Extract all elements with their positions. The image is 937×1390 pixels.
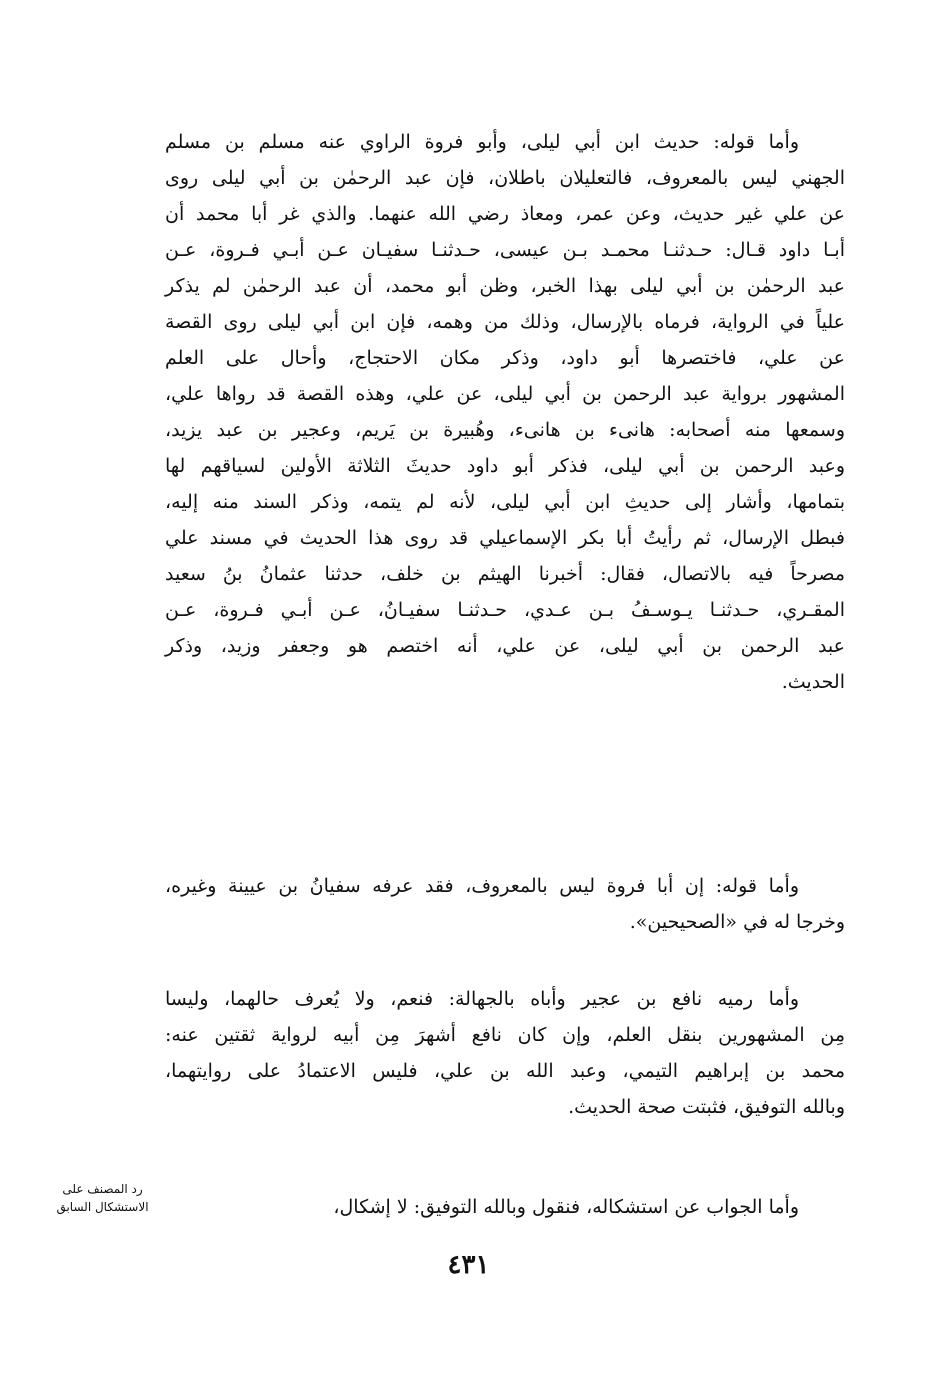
- margin-note-line: الاستشكال السابق: [56, 1200, 149, 1214]
- text-line: مصرحاً فيه بالاتصال، فقال: أخبرنا الهيثم بن خلف، حدثنا عثمانُ بنُ سعيد: [165, 563, 845, 585]
- text-line: عن علي، فاختصرها أبو داود، وذكر مكان الاحتجاج، وأحال على العلم: [165, 347, 845, 369]
- text-line: عن علي غير حديث، وعن عمر، ومعاذ رضي الله عنهما. والذي غر أبا محمد أن: [165, 203, 845, 225]
- text-line: وأما الجواب عن استشكاله، فنقول وبالله التوفيق: لا إشكال،: [333, 1196, 799, 1218]
- text-line: مِن المشهورين بنقل العلم، وإن كان نافع أشهرَ مِن أبيه لرواية ثقتين عنه:: [165, 1024, 845, 1046]
- text-line: وأما رميه نافع بن عجير وأباه بالجهالة: فنعم، ولا يُعرف حالهما، وليسا: [165, 988, 799, 1010]
- paragraph-3: [165, 981, 845, 1125]
- text-line: وأما قوله: إن أبا فروة ليس بالمعروف، فقد عرفه سفيانُ بن عيينة وغيره،: [165, 875, 799, 897]
- margin-note: [40, 1180, 165, 1216]
- text-line: علياً في الرواية، فرماه بالإرسال، وذلك من وهمه، فإن ابن أبي ليلى روى القصة: [165, 311, 845, 333]
- text-line: بتمامها، وأشار إلى حديثِ ابن أبي ليلى، لأنه لم يتمه، وذكر السند منه إليه،: [165, 491, 845, 513]
- text-line: وبالله التوفيق، فثبتت صحة الحديث.: [568, 1096, 845, 1118]
- page-number: ٤٣١: [447, 1250, 490, 1280]
- text-line: وأما قوله: حديث ابن أبي ليلى، وأبو فروة الراوي عنه مسلم بن مسلم: [165, 131, 799, 153]
- text-line: الجهني ليس بالمعروف، فالتعليلان باطلان، فإن عبد الرحمٰن بن أبي ليلى روى: [165, 167, 845, 189]
- text-line: عبد الرحمن بن أبي ليلى، عن علي، أنه اختصم هو وجعفر وزيد، وذكر: [165, 635, 845, 657]
- text-line: وسمعها منه أصحابه: هانىء بن هانىء، وهُبيرة بن يَريم، وعجير بن عبد يزيد،: [165, 419, 845, 441]
- text-line: أبـا داود قـال: حـدثنـا محمـد بـن عيسى، حـدثنـا سفيـان عـن أبـي فـروة، عـن: [165, 239, 845, 261]
- paragraph-1: [165, 124, 845, 700]
- margin-note-line: رد المصنف على: [62, 1182, 143, 1196]
- paragraph-2: [165, 868, 845, 940]
- text-line: المقـري، حـدثنـا يـوسـفُ بـن عـدي، حـدثنـا سفيـانُ، عـن أبـي فـروة، عـن: [165, 599, 845, 621]
- paragraph-4: [165, 1189, 845, 1225]
- text-line: وعبد الرحمن بن أبي ليلى، فذكر أبو داود حديثَ الثلاثة الأولين لسياقهم لها: [165, 455, 845, 477]
- text-line: عبد الرحمٰن بن أبي ليلى بهذا الخبر، وظن أبو محمد، أن عبد الرحمٰن لم يذكر: [165, 275, 845, 297]
- text-line: فبطل الإرسال، ثم رأيتُ أبا بكر الإسماعيلي قد روى هذا الحديث في مسند علي: [165, 527, 845, 549]
- text-line: المشهور برواية عبد الرحمن بن أبي ليلى، عن علي، وهذه القصة قد رواها علي،: [165, 383, 845, 405]
- text-line: الحديث.: [781, 671, 845, 693]
- text-line: وخرجا له في «الصحيحين».: [629, 911, 845, 933]
- text-line: محمد بن إبراهيم التيمي، وعبد الله بن علي، فليس الاعتمادُ على روايتهما،: [165, 1060, 845, 1082]
